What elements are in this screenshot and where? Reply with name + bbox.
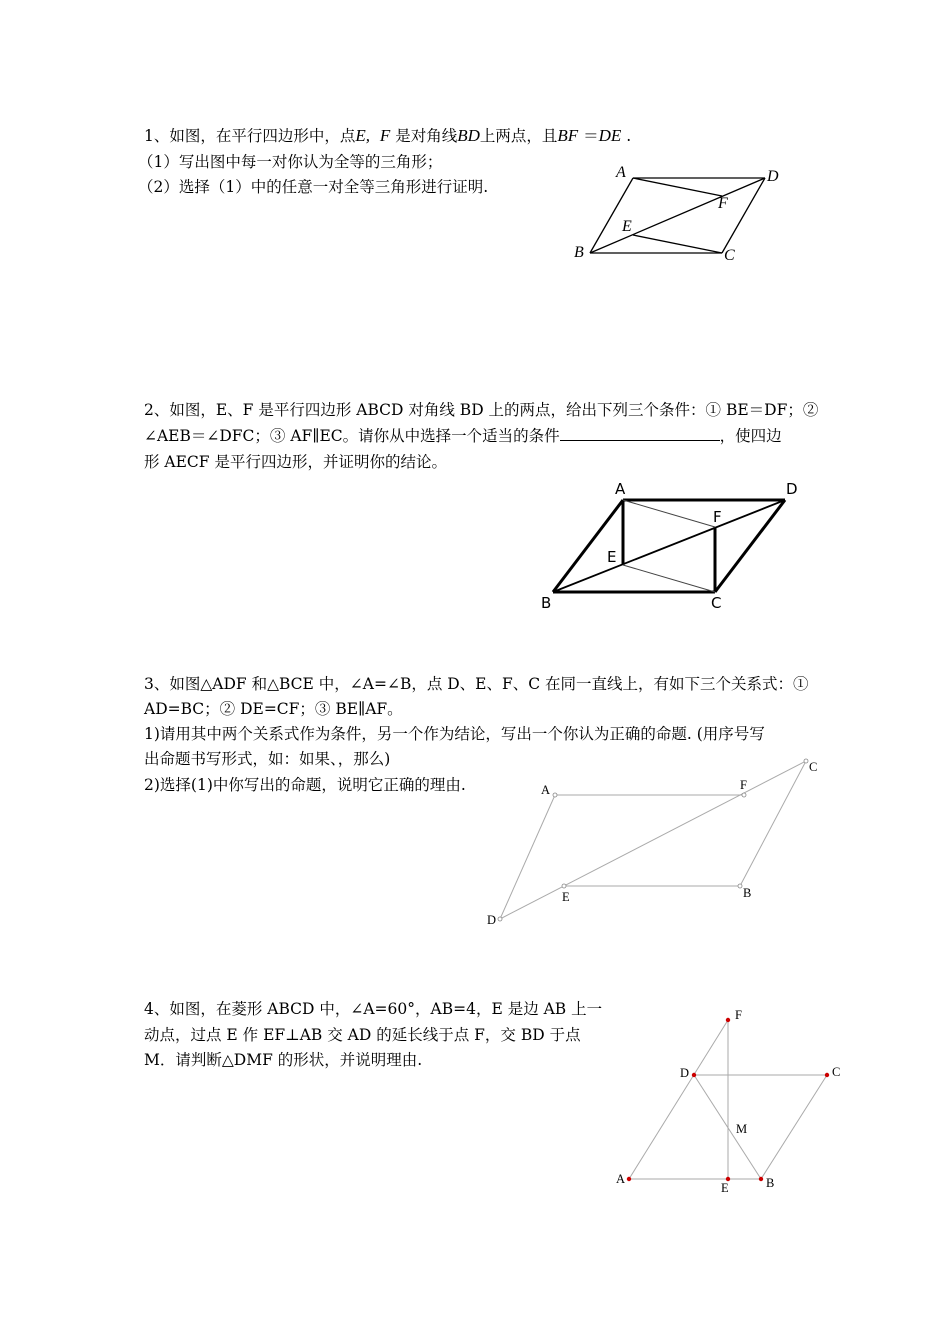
fig4-label-d: D (680, 1066, 690, 1080)
fig3-point-b (738, 884, 742, 888)
fig4-point-c (825, 1073, 829, 1077)
fig2-segment-af (623, 500, 715, 527)
figure-3-labels (487, 760, 817, 927)
p1-var-e: E, (355, 126, 371, 145)
fig4-point-d (692, 1073, 696, 1077)
fig1-label-c: C (724, 247, 735, 264)
fig2-label-c: C (711, 594, 722, 612)
fig1-diagonal-bd (590, 178, 765, 253)
fig3-point-c (804, 759, 808, 763)
fig4-point-b (759, 1177, 763, 1181)
fig3-point-d (498, 917, 502, 921)
fig1-label-f: F (718, 195, 728, 212)
figure-1-parallelogram (590, 178, 765, 253)
p1-var-de: DE (598, 126, 622, 145)
p1-var-bd: BD (457, 126, 480, 145)
fig1-side-dc (722, 178, 765, 253)
fig1-label-e: E (622, 218, 632, 235)
fig3-label-d: D (487, 913, 497, 927)
fig4-label-a: A (616, 1172, 626, 1186)
problem-3-line-5: 2)选择(1)中你写出的命题，说明它正确的理由. (144, 776, 466, 794)
p1-eq: ＝ (583, 127, 599, 145)
fig1-side-ba (590, 178, 633, 253)
fig2-label-e: E (607, 548, 617, 566)
fig4-line-af (629, 1020, 728, 1179)
problem-3-line-2: AD=BC；② DE=CF；③ BE∥AF。 (144, 700, 403, 718)
fig3-point-f (742, 793, 746, 797)
fig3-point-e (562, 884, 566, 888)
problem-1-line-2: （1）写出图中每一对你认为全等的三角形； (138, 153, 443, 171)
figure-1-labels (574, 164, 779, 264)
fig4-label-e: E (721, 1181, 729, 1195)
fig2-label-d: D (786, 480, 798, 498)
p2-text-a: ∠AEB＝∠DFC；③ AF∥EC。请你从中选择一个适当的条件 (144, 427, 560, 445)
fig3-label-b: B (743, 886, 752, 900)
p1-var-f: F (379, 126, 391, 145)
p1-text-b: 是对角线 (395, 127, 458, 145)
fig4-side-bc (761, 1075, 827, 1179)
p1-end: . (626, 127, 632, 145)
fig2-label-a: A (615, 480, 626, 498)
fig2-label-b: B (541, 594, 552, 612)
fig3-label-e: E (562, 890, 570, 904)
fig3-label-c: C (809, 760, 818, 774)
fig3-label-f: F (740, 778, 747, 792)
fig1-segment-ec (633, 235, 722, 253)
fig1-label-b: B (574, 244, 584, 261)
fig1-segment-af (633, 178, 722, 196)
figure-4-rhombus (629, 1020, 827, 1179)
problem-3-line-3: 1)请用其中两个关系式作为条件，另一个作为结论，写出一个你认为正确的命题. (用序号写 (144, 725, 765, 743)
problem-2-line-1: 2、如图，E、F 是平行四边形 ABCD 对角线 BD 上的两点，给出下列三个条件：① BE＝DF；② (144, 401, 819, 419)
fig4-point-a (627, 1177, 631, 1181)
problem-4-line-2: 动点，过点 E 作 EF⊥AB 交 AD 的延长线于点 F，交 BD 于点 (144, 1026, 581, 1044)
p2-text-b: ，使四边 (719, 427, 782, 445)
fig4-label-c: C (832, 1065, 841, 1079)
problem-4-line-3: M．请判断△DMF 的形状，并说明理由. (144, 1051, 423, 1069)
fig2-label-f: F (713, 508, 722, 526)
fig4-label-f: F (735, 1008, 742, 1022)
fig3-segment-ad (500, 795, 555, 919)
figure-2-parallelogram (553, 500, 785, 592)
fig4-label-b: B (766, 1176, 775, 1190)
problem-3-line-1: 3、如图△ADF 和△BCE 中，∠A=∠B，点 D、E、F、C 在同一直线上，有如下三个关系式：① (144, 675, 809, 693)
fig3-label-a: A (541, 783, 551, 797)
fig1-label-a: A (616, 164, 626, 181)
fig3-point-a (553, 793, 557, 797)
fig2-segment-ec (623, 565, 715, 592)
p1-text-c: 上两点，且 (479, 127, 558, 145)
fig4-point-f (726, 1018, 730, 1022)
fig1-label-d: D (767, 168, 779, 185)
fig3-segment-cb (740, 761, 806, 886)
fig4-label-m: M (736, 1122, 748, 1136)
problem-3-line-4: 出命题书写形式，如：如果、，那么) (144, 750, 391, 768)
p1-var-bf: BF (557, 126, 579, 145)
problem-1-line-3: （2）选择（1）中的任意一对全等三角形进行证明. (138, 178, 489, 196)
problem-4-line-1: 4、如图，在菱形 ABCD 中，∠A=60°，AB=4，E 是边 AB 上一 (144, 1000, 603, 1018)
problem-2-line-3: 形 AECF 是平行四边形，并证明你的结论。 (144, 453, 447, 471)
p1-text-a: 1、如图，在平行四边形中，点 (144, 127, 356, 145)
